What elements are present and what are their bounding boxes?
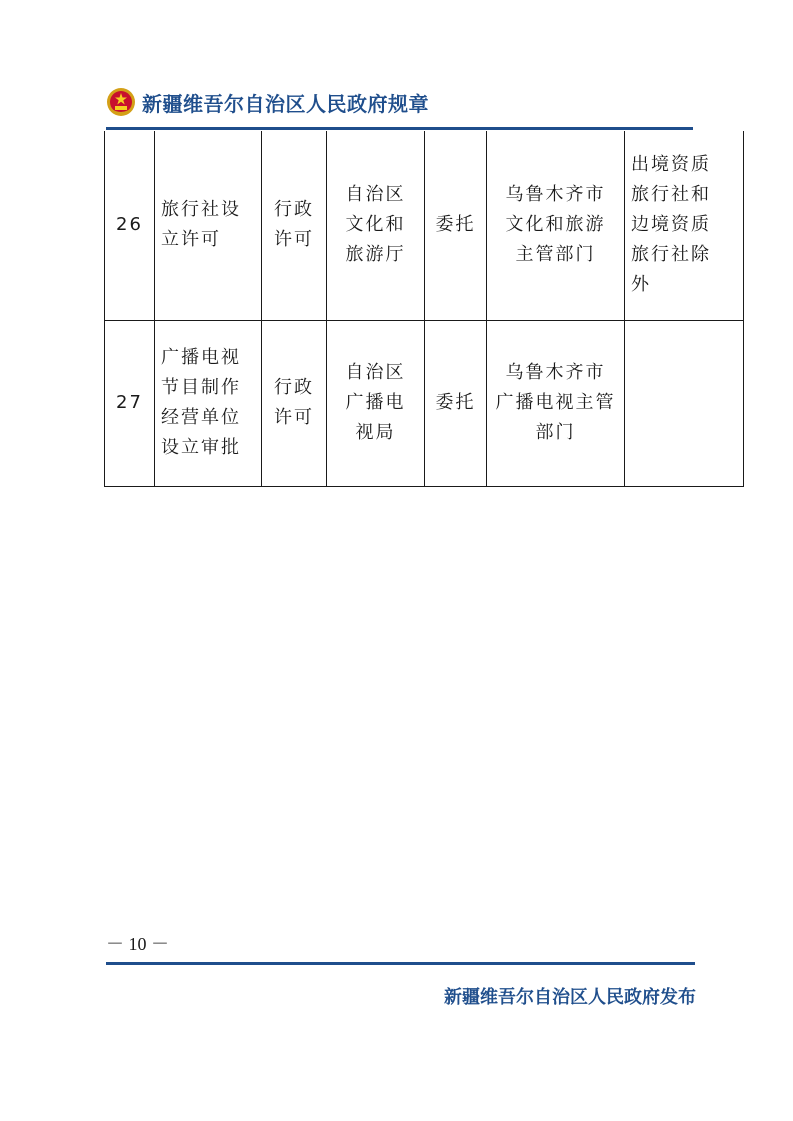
header-divider — [106, 127, 693, 130]
page-number: － 10 － — [106, 934, 169, 954]
item-authority: 自治区 广播电 视局 — [327, 320, 425, 486]
footer-divider — [106, 962, 695, 965]
row-number: 26 — [105, 131, 155, 320]
item-method: 委托 — [425, 131, 487, 320]
item-note: 出境资质 旅行社和 边境资质 旅行社除 外 — [625, 131, 744, 320]
item-recipient: 乌鲁木齐市 广播电视主管 部门 — [487, 320, 625, 486]
item-name: 旅行社设 立许可 — [155, 131, 262, 320]
item-authority: 自治区 文化和 旅游厅 — [327, 131, 425, 320]
table-row — [105, 131, 744, 320]
item-type: 行政 许可 — [262, 131, 327, 320]
row-number: 27 — [105, 320, 155, 486]
header-title: 新疆维吾尔自治区人民政府规章 — [142, 91, 429, 116]
item-method: 委托 — [425, 320, 487, 486]
table-row — [105, 320, 744, 486]
item-type: 行政 许可 — [262, 320, 327, 486]
item-name: 广播电视 节目制作 经营单位 设立审批 — [155, 320, 262, 486]
page-header — [106, 84, 429, 120]
regulation-table — [104, 131, 744, 487]
item-recipient: 乌鲁木齐市 文化和旅游 主管部门 — [487, 131, 625, 320]
footer-publisher: 新疆维吾尔自治区人民政府发布 — [444, 987, 696, 1008]
item-note — [625, 320, 744, 486]
national-emblem-icon — [106, 87, 136, 117]
